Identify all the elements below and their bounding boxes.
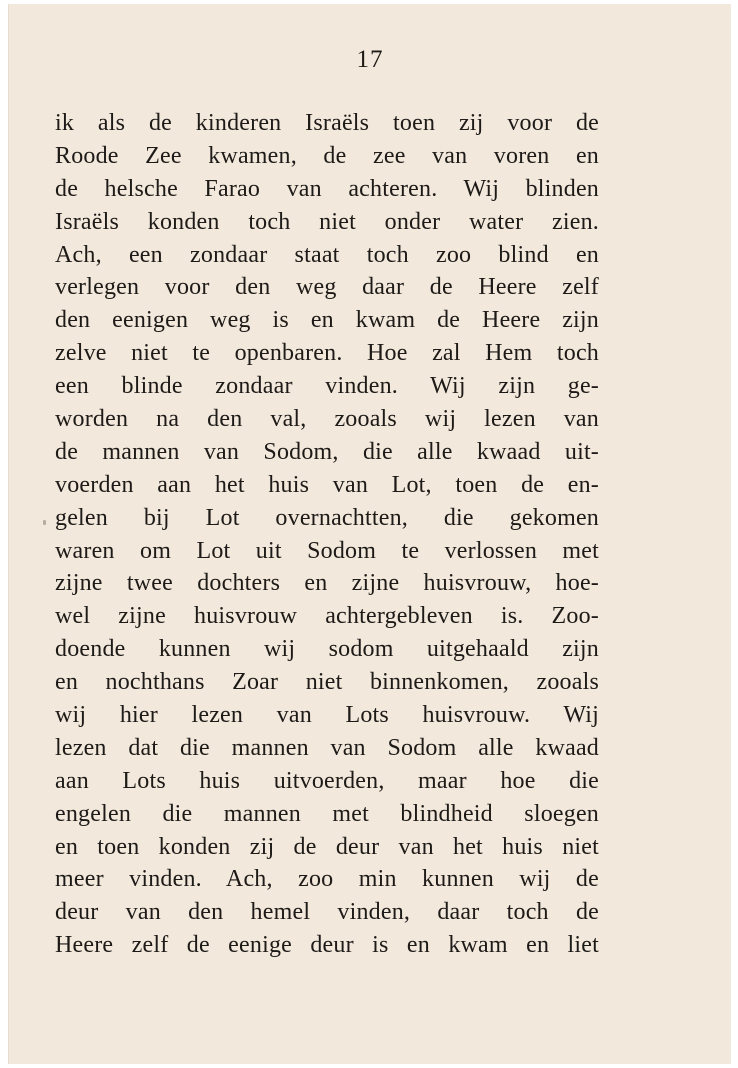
text-line: wel zijne huisvrouw achtergebleven is. Zoo- bbox=[55, 603, 599, 630]
text-line: Heere zelf de eenige deur is en kwam en liet bbox=[55, 932, 599, 959]
text-line: lezen dat die mannen van Sodom alle kwaad bbox=[55, 734, 599, 761]
text-line: aan Lots huis uitvoerden, maar hoe die bbox=[55, 767, 599, 794]
text-line: en toen konden zij de deur van het huis niet bbox=[55, 833, 599, 860]
text-line: doende kunnen wij sodom uitgehaald zijn bbox=[55, 636, 599, 663]
text-line: en nochthans Zoar niet binnenkomen, zooals bbox=[55, 669, 599, 696]
text-line: gelen bij Lot overnachtten, die gekomen bbox=[55, 504, 599, 531]
text-line: den eenigen weg is en kwam de Heere zijn bbox=[55, 307, 599, 334]
text-line: Roode Zee kwamen, de zee van voren en bbox=[55, 142, 599, 169]
text-line: deur van den hemel vinden, daar toch de bbox=[55, 899, 599, 926]
text-line: een blinde zondaar vinden. Wij zijn ge- bbox=[55, 373, 599, 400]
text-line: meer vinden. Ach, zoo min kunnen wij de bbox=[55, 866, 599, 893]
text-line: de helsche Farao van achteren. Wij blinden bbox=[55, 175, 599, 202]
text-line: de mannen van Sodom, die alle kwaad uit- bbox=[55, 438, 599, 465]
text-line: Israëls konden toch niet onder water zien. bbox=[55, 208, 599, 235]
body-text bbox=[55, 107, 599, 962]
text-line: zelve niet te openbaren. Hoe zal Hem toch bbox=[55, 340, 599, 367]
text-line: engelen die mannen met blindheid sloegen bbox=[55, 800, 599, 827]
page-number: 17 bbox=[356, 46, 384, 73]
book-page bbox=[8, 4, 731, 1064]
text-line: waren om Lot uit Sodom te verlossen met bbox=[55, 537, 599, 564]
text-line: voerden aan het huis van Lot, toen de en- bbox=[55, 471, 599, 498]
text-line: verlegen voor den weg daar de Heere zelf bbox=[55, 274, 599, 301]
text-line: wij hier lezen van Lots huisvrouw. Wij bbox=[55, 702, 599, 729]
text-line: ik als de kinderen Israëls toen zij voor de bbox=[55, 110, 599, 136]
text-line: worden na den val, zooals wij lezen van bbox=[55, 406, 599, 433]
text-line: Ach, een zondaar staat toch zoo blind en bbox=[55, 241, 599, 268]
text-line: zijne twee dochters en zijne huisvrouw, hoe- bbox=[55, 570, 599, 597]
paper-speck bbox=[43, 520, 46, 525]
